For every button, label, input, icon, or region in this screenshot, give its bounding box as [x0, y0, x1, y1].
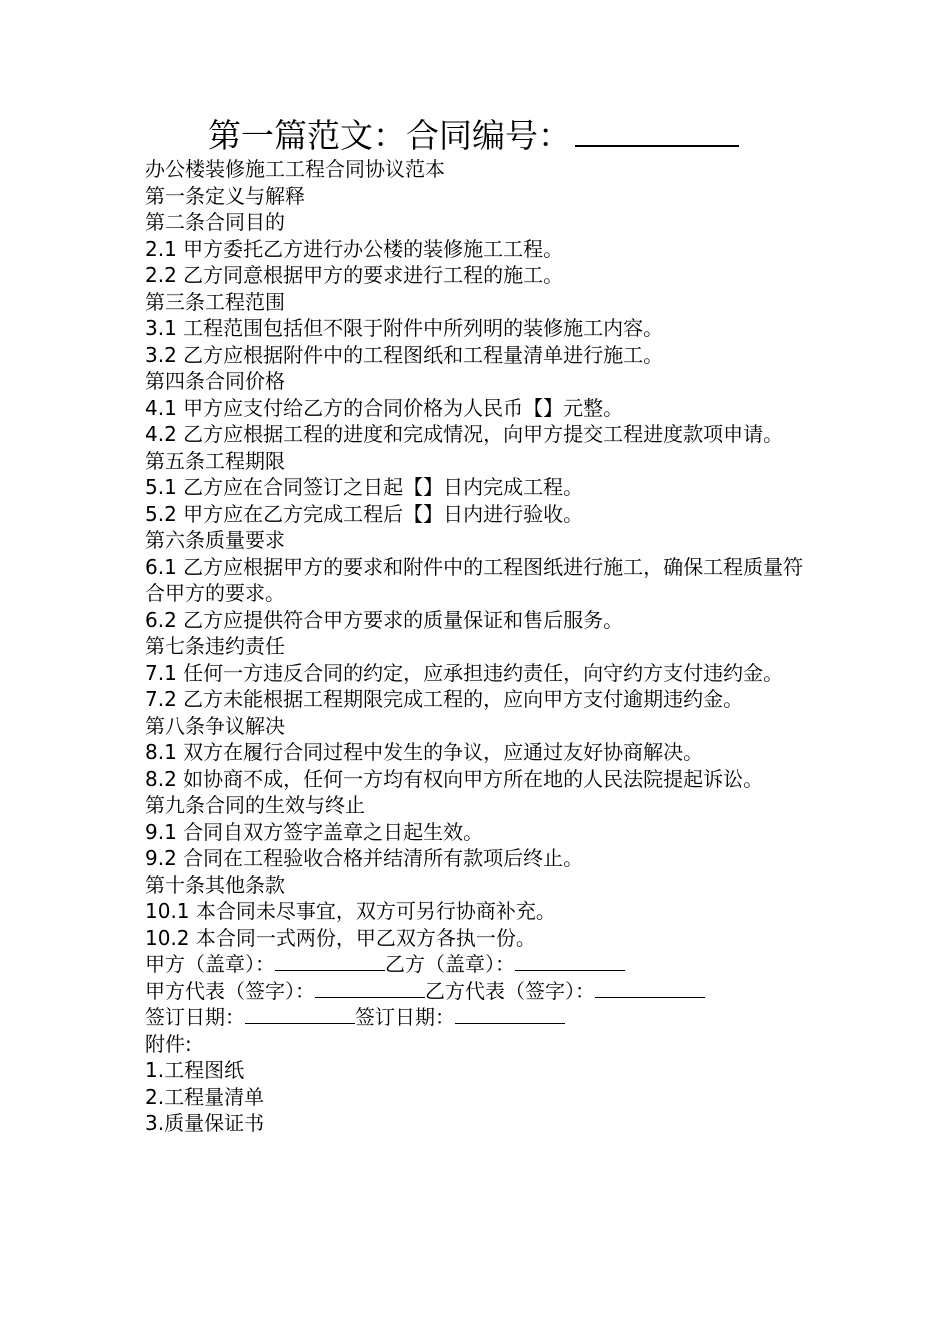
clause-item: 8.2 如协商不成，任何一方均有权向甲方所在地的人民法院提起诉讼。 [145, 766, 764, 791]
clause-item: 3.2 乙方应根据附件中的工程图纸和工程量清单进行施工。 [145, 342, 664, 367]
clause-heading: 第三条工程范围 [145, 289, 285, 314]
clause-heading: 第六条质量要求 [145, 528, 285, 552]
party-b-seal-label: 乙方（盖章）： [385, 952, 515, 976]
attachment-item: 2.工程量清单 [145, 1084, 265, 1109]
clause-item: 10.1 本合同未尽事宜，双方可另行协商补充。 [145, 899, 556, 923]
clause-item: 10.2 本合同一式两份，甲乙双方各执一份。 [145, 925, 536, 950]
title-text: 第一篇范文：合同编号： [208, 116, 571, 155]
clause-heading: 第七条违约责任 [145, 634, 285, 658]
clause-heading: 第二条合同目的 [145, 210, 285, 234]
clause-item: 7.2 乙方未能根据工程期限完成工程的，应向甲方支付逾期违约金。 [145, 687, 744, 711]
clause-item: 2.2 乙方同意根据甲方的要求进行工程的施工。 [145, 263, 564, 287]
attachments-heading: 附件: [145, 1031, 192, 1056]
document-body [145, 156, 810, 1137]
date-a-label: 签订日期： [145, 1005, 245, 1029]
signature-rep-row [145, 978, 810, 1005]
party-b-rep-label: 乙方代表（签字）： [425, 978, 595, 1003]
clause-item: 9.2 合同在工程验收合格并结清所有款项后终止。 [145, 846, 584, 870]
clause-heading: 第五条工程期限 [145, 448, 285, 473]
attachment-item: 3.质量保证书 [145, 1111, 265, 1135]
date-b-blank [455, 1005, 565, 1024]
clause-item: 5.2 甲方应在乙方完成工程后【】日内进行验收。 [145, 501, 584, 526]
clause-heading: 第四条合同价格 [145, 369, 285, 393]
clause-item: 4.1 甲方应支付给乙方的合同价格为人民币【】元整。 [145, 395, 624, 420]
party-a-rep-blank [315, 979, 425, 998]
clause-item: 2.1 甲方委托乙方进行办公楼的装修施工工程。 [145, 236, 564, 261]
clause-item: 9.1 合同自双方签字盖章之日起生效。 [145, 819, 484, 844]
clause-item: 3.1 工程范围包括但不限于附件中所列明的装修施工内容。 [145, 316, 664, 340]
clause-item: 8.1 双方在履行合同过程中发生的争议，应通过友好协商解决。 [145, 740, 704, 764]
clause-item: 5.1 乙方应在合同签订之日起【】日内完成工程。 [145, 475, 584, 499]
document-title [208, 112, 739, 160]
signature-date-row [145, 1004, 810, 1031]
clause-item: 4.2 乙方应根据工程的进度和完成情况，向甲方提交工程进度款项申请。 [145, 422, 784, 446]
clause-heading: 第九条合同的生效与终止 [145, 793, 365, 817]
party-b-seal-blank [515, 952, 625, 971]
attachment-item: 1.工程图纸 [145, 1058, 245, 1082]
party-b-rep-blank [595, 979, 705, 998]
party-a-rep-label: 甲方代表（签字）： [145, 978, 315, 1003]
contract-number-blank [575, 115, 739, 147]
contract-subtitle: 办公楼装修施工工程合同协议范本 [145, 157, 445, 181]
party-a-seal-label: 甲方（盖章）： [145, 952, 275, 976]
clause-item: 6.1 乙方应根据甲方的要求和附件中的工程图纸进行施工，确保工程质量符合甲方的要求。 [145, 554, 804, 605]
date-b-label: 签订日期： [355, 1005, 455, 1029]
party-a-seal-blank [275, 952, 385, 971]
clause-item: 6.2 乙方应提供符合甲方要求的质量保证和售后服务。 [145, 607, 624, 632]
clause-heading: 第一条定义与解释 [145, 183, 305, 208]
signature-seal-row [145, 951, 810, 978]
clause-item: 7.1 任何一方违反合同的约定，应承担违约责任，向守约方支付违约金。 [145, 660, 784, 685]
clause-heading: 第十条其他条款 [145, 872, 285, 897]
clause-heading: 第八条争议解决 [145, 713, 285, 738]
date-a-blank [245, 1005, 355, 1024]
